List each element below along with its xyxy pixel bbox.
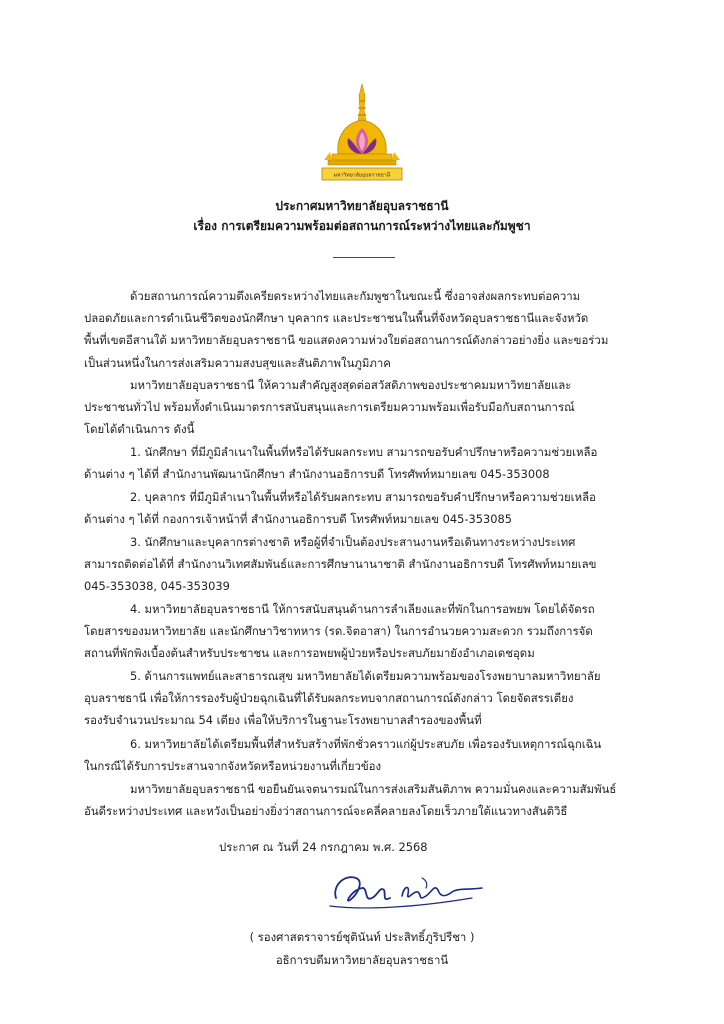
text-line: ด้านต่าง ๆ ได้ที่ กองการเจ้าหน้าที่ สำนักงานอธิการบดี โทรศัพท์หมายเลข 045-353085	[84, 512, 512, 527]
text-line: 4. มหาวิทยาลัยอุบลราชธานี ให้การสนับสนุนด้านการลำเลียงและที่พักในการอพยพ โดยได้จัดรถ	[130, 602, 595, 616]
text-line: ในกรณีได้รับการประสานจากจังหวัดหรือหน่วยงานที่เกี่ยวข้อง	[84, 759, 382, 774]
measure-item-6	[84, 733, 650, 777]
text-line: อุบลราชธานี เพื่อให้การรองรับผู้ป่วยฉุกเฉินที่ได้รับผลกระทบจากสถานการณ์ดังกล่าว โดยจัดสรรเตียง	[84, 691, 574, 706]
text-line: สามารถติดต่อได้ที่ สำนักงานวิเทศสัมพันธ์และการศึกษานานาชาติ สำนักงานอธิการบดี โทรศัพท์หมายเลข	[84, 557, 597, 572]
handwritten-signature-icon	[322, 868, 492, 916]
commitment-paragraph	[84, 374, 650, 441]
text-line: 1. นักศึกษา ที่มีภูมิลำเนาในพื้นที่หรือได้รับผลกระทบ สามารถขอรับคำปรึกษาหรือความช่วยเหลือ	[130, 445, 598, 459]
announcement-subject: เรื่อง การเตรียมความพร้อมต่อสถานการณ์ระหว่างไทยและกัมพูชา	[193, 219, 531, 233]
signer-title: อธิการบดีมหาวิทยาลัยอุบลราชธานี	[275, 953, 449, 967]
measure-item-1	[84, 441, 650, 485]
text-line: อันดีระหว่างประเทศ และหวังเป็นอย่างยิ่งว่าสถานการณ์จะคลี่คลายลงโดยเร็วภายใต้แนวทางสันติวิธี	[84, 804, 568, 819]
measure-item-2	[84, 486, 650, 530]
announcement-title: ประกาศมหาวิทยาลัยอุบลราชธานี	[275, 199, 449, 213]
text-line: รองรับจำนวนประมาณ 54 เตียง เพื่อให้บริการในฐานะโรงพยาบาลสำรองของพื้นที่	[84, 713, 482, 728]
text-line: สถานที่พักพิงเบื้องต้นสำหรับประชาชน และการอพยพผู้ป่วยหรือประสบภัยมายังอำเภอเดชอุดม	[84, 646, 535, 661]
text-line: ด้วยสถานการณ์ความตึงเครียดระหว่างไทยและกัมพูชาในขณะนี้ ซึ่งอาจส่งผลกระทบต่อความ	[130, 289, 581, 303]
text-line: พื้นที่เขตอีสานใต้ มหาวิทยาลัยอุบลราชธานี ขอแสดงความห่วงใยต่อสถานการณ์ดังกล่าวอย่างยิ่ง และขอร่วม	[84, 333, 609, 348]
text-line: 3. นักศึกษาและบุคลากรต่างชาติ หรือผู้ที่จำเป็นต้องประสานงานหรือเดินทางระหว่างประเทศ	[130, 535, 576, 549]
text-line: ประชาชนทั่วไป พร้อมทั้งดำเนินมาตรการสนับสนุนและการเตรียมความพร้อมเพื่อรับมือกับสถานการณ์	[84, 400, 575, 415]
text-line: เป็นส่วนหนึ่งในการส่งเสริมความสงบสุขและสันติภาพในภูมิภาค	[84, 355, 391, 370]
intro-paragraph	[84, 285, 650, 374]
text-line: มหาวิทยาลัยอุบลราชธานี ขอยืนยันเจตนารมณ์ในการส่งเสริมสันติภาพ ความมั่นคงและความสัมพันธ์	[130, 782, 617, 796]
text-line: ปลอดภัยและการดำเนินชีวิตของนักศึกษา บุคลากร และประชาชนในพื้นที่จังหวัดอุบลราชธานีและจังหวัด	[84, 311, 589, 326]
text-line: 6. มหาวิทยาลัยได้เตรียมพื้นที่สำหรับสร้างที่พักชั่วคราวแก่ผู้ประสบภัย เพื่อรองรับเหตุการณ์ฉุกเฉิน	[130, 737, 602, 751]
text-line: 5. ด้านการแพทย์และสาธารณสุข มหาวิทยาลัยได้เตรียมความพร้อมของโรงพยาบาลมหาวิทยาลัย	[130, 669, 601, 683]
text-line: มหาวิทยาลัยอุบลราชธานี ให้ความสำคัญสูงสุดต่อสวัสดิภาพของประชาคมมหาวิทยาลัยและ	[130, 378, 572, 392]
announcement-date: ประกาศ ณ วันที่ 24 กรกฎาคม พ.ศ. 2568	[219, 840, 428, 854]
text-line: 2. บุคลากร ที่มีภูมิลำเนาในพื้นที่หรือได้รับผลกระทบ สามารถขอรับคำปรึกษาหรือความช่วยเหลือ	[130, 490, 596, 504]
measure-item-3	[84, 531, 650, 598]
text-line: ด้านต่าง ๆ ได้ที่ สำนักงานพัฒนานักศึกษา สำนักงานอธิการบดี โทรศัพท์หมายเลข 045-353008	[84, 467, 550, 482]
measure-item-4	[84, 598, 650, 665]
emblem-banner-text: มหาวิทยาลัยอุบลราชธานี	[333, 172, 391, 179]
text-line: โดยได้ดำเนินการ ดังนี้	[84, 422, 195, 437]
university-emblem-icon	[318, 82, 406, 190]
measure-item-5	[84, 665, 650, 732]
closing-paragraph	[84, 778, 650, 822]
title-divider	[333, 257, 395, 258]
text-line: 045-353038, 045-353039	[84, 579, 230, 594]
text-line: โดยสารของมหาวิทยาลัย และนักศึกษาวิชาทหาร (รด.จิตอาสา) ในการอำนวยความสะดวก รวมถึงการจัด	[84, 624, 593, 639]
signer-name: ( รองศาสตราจารย์ชุตินันท์ ประสิทธิ์ภูริปรีชา )	[249, 930, 475, 944]
